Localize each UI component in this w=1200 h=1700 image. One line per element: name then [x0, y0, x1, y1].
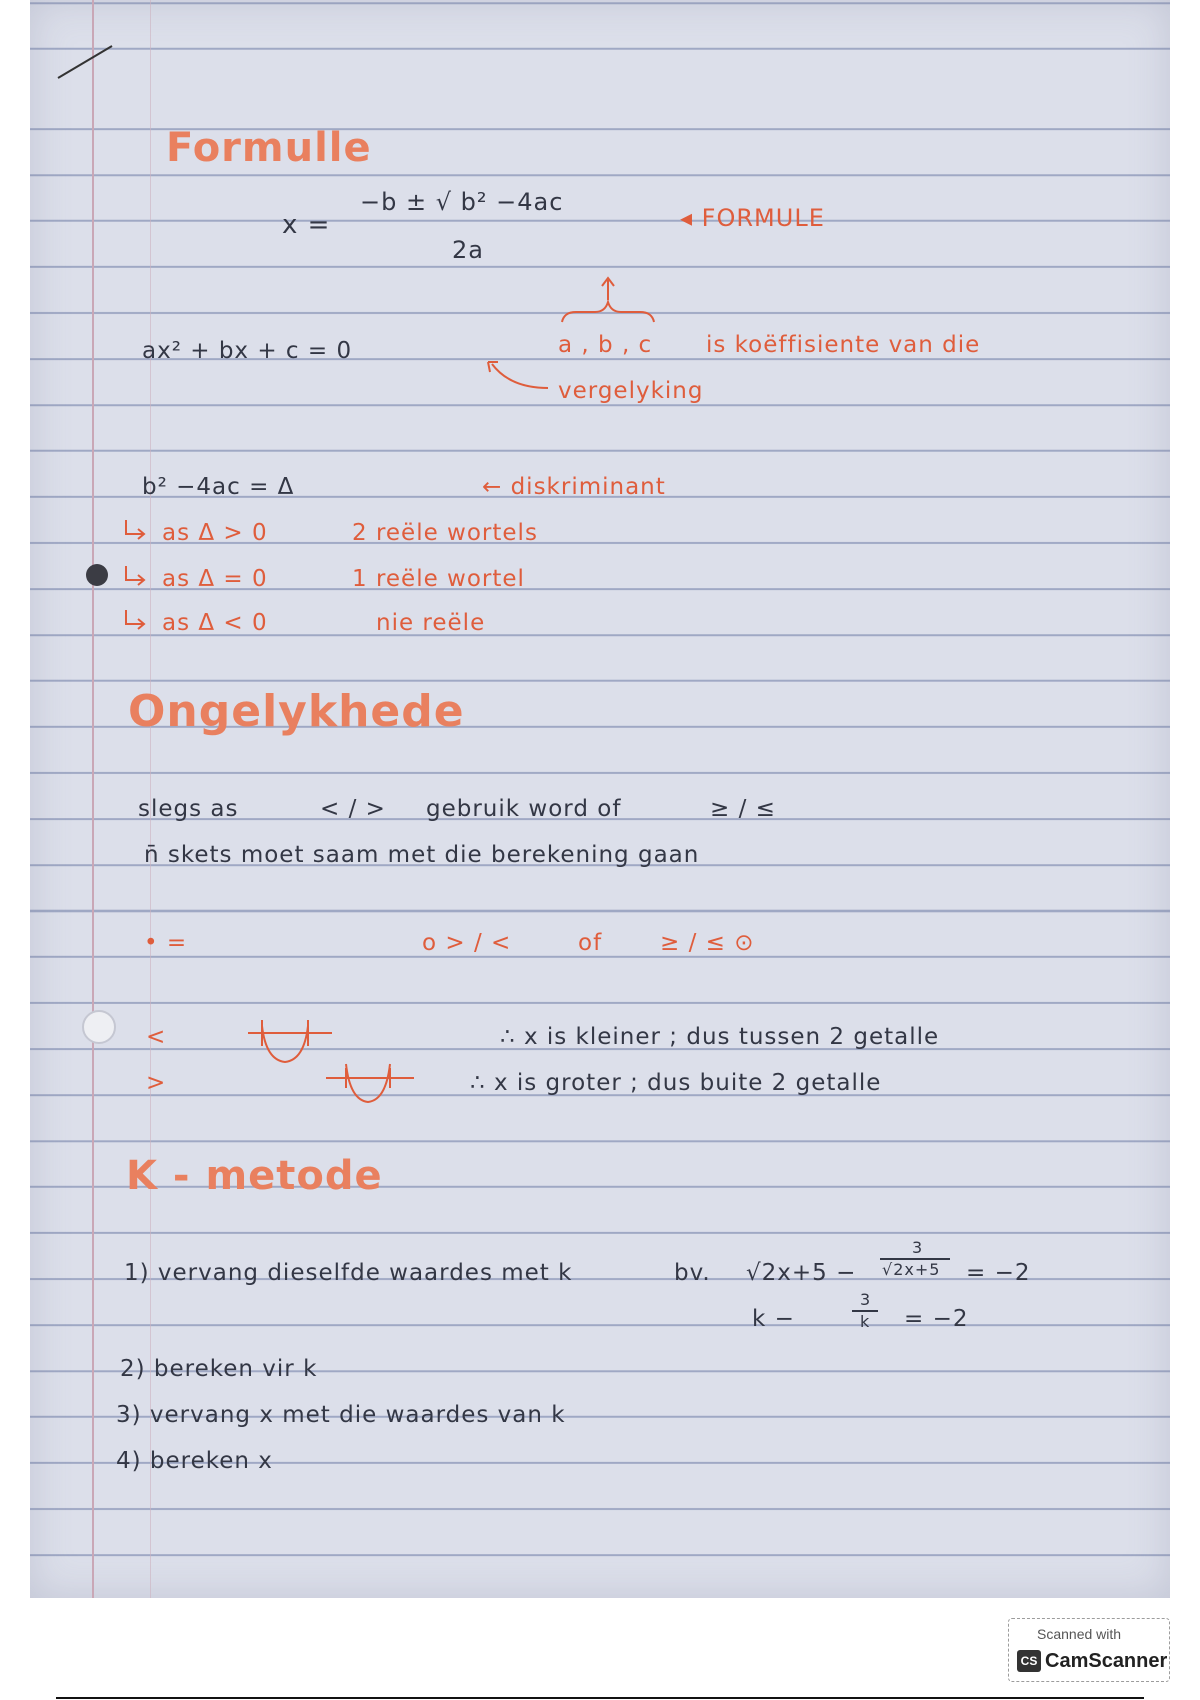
section-title-formula: Formulle — [166, 125, 372, 171]
camscanner-badge — [1008, 1618, 1170, 1682]
less-than-description: ∴ x is kleiner ; dus tussen 2 getalle — [500, 1024, 940, 1050]
coefficients-description: is koëffisiente van die — [706, 332, 981, 358]
example-line1-rhs: = −2 — [966, 1260, 1031, 1286]
case-result: 1 reële wortel — [352, 566, 525, 592]
coefficients: a , b , c — [558, 332, 653, 358]
case-condition: as Δ > 0 — [162, 520, 268, 546]
example-prefix: bv. — [674, 1260, 711, 1286]
rule-symbols-inclusive: ≥ / ≤ — [710, 796, 776, 822]
greater-than-symbol: > — [146, 1070, 167, 1096]
less-than-symbol: < — [146, 1024, 167, 1050]
formula-denominator: 2a — [452, 236, 484, 264]
equation-word: vergelyking — [558, 378, 704, 404]
example-line1-numerator: 3 — [912, 1238, 924, 1257]
formula-numerator: −b ± √ b² −4ac — [360, 188, 564, 216]
k-step: 1) vervang dieselfde waardes met k — [124, 1260, 573, 1286]
example-line2-denominator: k — [860, 1312, 871, 1331]
formula-label: ◂ FORMULE — [680, 204, 825, 232]
section-title-inequalities: Ongelykhede — [128, 686, 465, 737]
example-line2-numerator: 3 — [860, 1290, 872, 1309]
notebook-page — [30, 0, 1170, 1598]
camscanner-logo-icon: CS — [1017, 1650, 1041, 1672]
quadratic-equation: ax² + bx + c = 0 — [142, 338, 353, 364]
case-condition: as Δ < 0 — [162, 610, 268, 636]
greater-than-description: ∴ x is groter ; dus buite 2 getalle — [470, 1070, 882, 1096]
rule-symbols-strict: < / > — [320, 796, 386, 822]
case-condition: as Δ = 0 — [162, 566, 268, 592]
fraction-bar — [360, 224, 590, 226]
example-line2-rhs: = −2 — [904, 1306, 969, 1332]
case-result: nie reële — [376, 610, 486, 636]
k-step: 2) bereken vir k — [120, 1356, 318, 1382]
example-line2: k − — [752, 1306, 795, 1332]
section-title-k-method: K - metode — [126, 1153, 383, 1199]
formula-x: x = — [282, 210, 331, 240]
k-step: 4) bereken x — [116, 1448, 273, 1474]
scanned-with-label: Scanned with — [1037, 1626, 1122, 1642]
circle-legend-strict: o > / < — [422, 930, 512, 956]
dot-legend: • = — [144, 930, 188, 956]
example-line1: √2x+5 − — [746, 1260, 857, 1286]
camscanner-brand: CamScanner — [1045, 1650, 1168, 1672]
case-result: 2 reële wortels — [352, 520, 538, 546]
discriminant-label: ← diskriminant — [482, 474, 666, 500]
rule-text: gebruik word of — [426, 796, 622, 822]
k-step: 3) vervang x met die waardes van k — [116, 1402, 566, 1428]
rule-text: slegs as — [138, 796, 239, 822]
circle-legend-of: of — [578, 930, 603, 956]
example-line1-denominator: √2x+5 — [882, 1260, 941, 1279]
footer-divider — [56, 1697, 1144, 1699]
circle-legend-inclusive: ≥ / ≤ ⊙ — [660, 930, 755, 956]
discriminant-formula: b² −4ac = Δ — [142, 474, 295, 500]
sketch-note: n̄ skets moet saam met die berekening gaan — [144, 842, 700, 868]
